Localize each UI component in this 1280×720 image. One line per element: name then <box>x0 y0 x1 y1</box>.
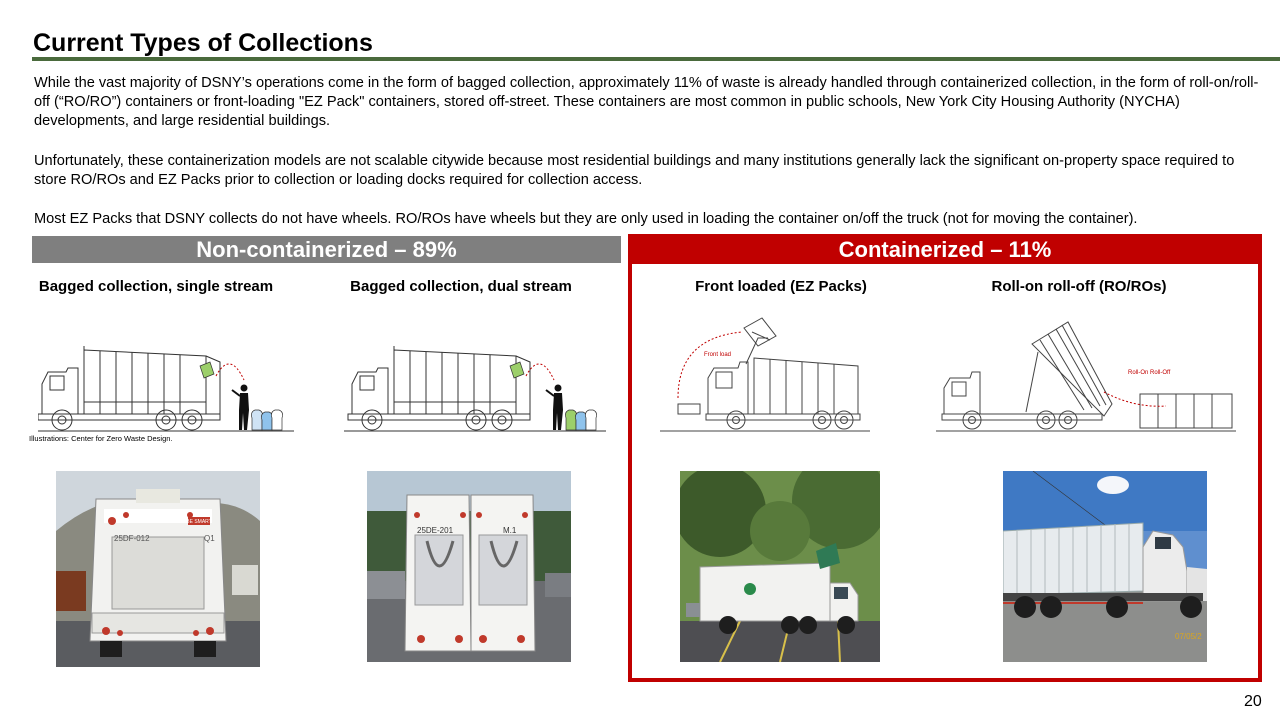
roro-label: Roll-On Roll-Off <box>1128 370 1171 376</box>
front-load-label: Front load <box>704 352 732 358</box>
photo1-rear-mark: Q1 <box>204 534 215 543</box>
illustration-single-stream <box>38 340 296 434</box>
illustration-dual-stream <box>344 340 608 434</box>
heading-ez-packs: Front loaded (EZ Packs) <box>695 278 867 295</box>
paragraph-wheels: Most EZ Packs that DSNY collects do not have wheels. RO/ROs have wheels but they are only used in loading the container on/off the truck (not for moving the container). <box>34 211 1138 227</box>
illustration-front-load <box>658 298 872 434</box>
noncontainerized-banner: Non-containerized – 89% <box>32 236 621 263</box>
illustration-credit: Illustrations: Center for Zero Waste Design. <box>29 434 173 443</box>
photo-front-loader-truck <box>680 471 880 662</box>
heading-roro: Roll-on roll-off (RO/ROs) <box>991 278 1167 295</box>
illustration-roro <box>934 312 1238 434</box>
paragraph-scalability: Unfortunately, these containerization models are not scalable citywide because most residential buildings and many institutions generally lack the significant on-property space required to store RO/ROs and EZ Packs prior to collection or loading docks required for collection access. <box>34 153 1235 188</box>
photo4-date-stamp: 07/05/2 <box>1175 632 1202 641</box>
photo1-truck-id: 25DF-012 <box>114 534 150 543</box>
page-title: Current Types of Collections <box>33 29 373 57</box>
photo2-rear-mark: M.1 <box>503 526 517 535</box>
photo1-badge: BE SMART <box>186 519 212 525</box>
photo2-truck-id: 25DE-201 <box>417 526 454 535</box>
heading-single-stream: Bagged collection, single stream <box>38 278 274 295</box>
paragraph-intro: While the vast majority of DSNY’s operations come in the form of bagged collection, approximately 11% of waste is already handled through containerized collection, in the form of roll-on/roll-off (“RO/RO”) containers or front-loading "EZ Pack" containers, stored off-street. These containers are most common in public schools, New York City Housing Authority (NYCHA) developments, and large residential buildings. <box>34 75 1259 129</box>
heading-dual-stream: Bagged collection, dual stream <box>350 278 572 295</box>
containerized-banner: Containerized – 11% <box>628 234 1262 264</box>
title-underline <box>32 57 1280 61</box>
page-number: 20 <box>1244 693 1262 710</box>
photo-dual-stream-trucks <box>367 471 571 662</box>
photo-roll-off-truck <box>1003 471 1207 662</box>
photo-single-stream-truck <box>56 471 260 667</box>
